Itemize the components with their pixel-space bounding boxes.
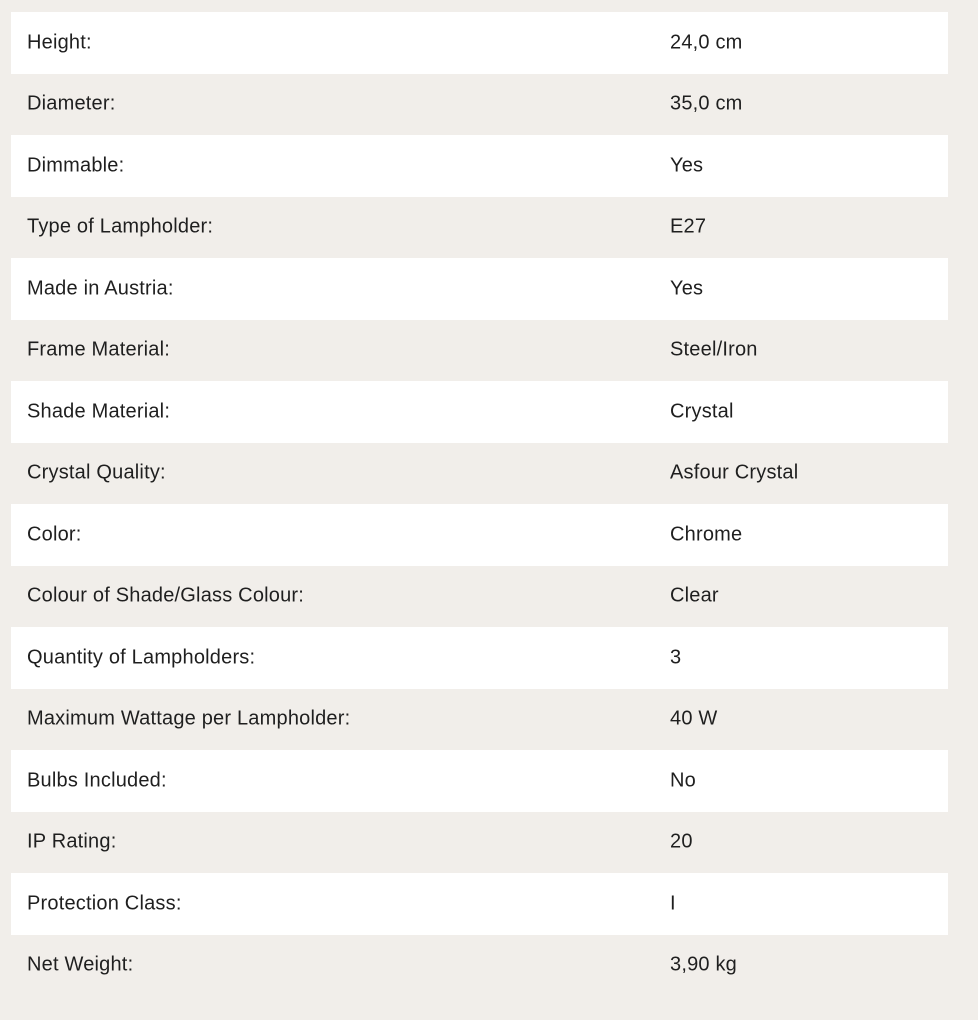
spec-row-frame-material bbox=[11, 320, 948, 382]
spec-row-color bbox=[11, 504, 948, 566]
spec-row-diameter bbox=[11, 74, 948, 136]
spec-label: Protection Class: bbox=[27, 892, 182, 915]
spec-value: Clear bbox=[670, 584, 719, 607]
spec-value: I bbox=[670, 892, 676, 915]
spec-label: Colour of Shade/Glass Colour: bbox=[27, 584, 305, 607]
spec-row-max-wattage bbox=[11, 689, 948, 751]
spec-row-net-weight bbox=[11, 935, 948, 997]
spec-label: Shade Material: bbox=[27, 400, 171, 423]
spec-row-protection-class bbox=[11, 873, 948, 935]
spec-value: 40 W bbox=[670, 707, 718, 730]
spec-label: Crystal Quality: bbox=[27, 461, 166, 484]
spec-label: Type of Lampholder: bbox=[27, 215, 214, 238]
spec-value: 20 bbox=[670, 830, 693, 853]
spec-value: Yes bbox=[670, 277, 704, 300]
spec-value: Chrome bbox=[670, 523, 743, 546]
spec-value: E27 bbox=[670, 215, 707, 238]
spec-label: Bulbs Included: bbox=[27, 769, 167, 792]
spec-value: 3,90 kg bbox=[670, 953, 738, 976]
spec-label: Quantity of Lampholders: bbox=[27, 646, 256, 669]
spec-row-shade-colour bbox=[11, 566, 948, 628]
spec-row-made-in-austria bbox=[11, 258, 948, 320]
spec-label: Made in Austria: bbox=[27, 277, 174, 300]
spec-row-dimmable bbox=[11, 135, 948, 197]
spec-row-lampholder-quantity bbox=[11, 627, 948, 689]
spec-row-height bbox=[11, 12, 948, 74]
spec-label: Diameter: bbox=[27, 92, 116, 115]
spec-label: Height: bbox=[27, 31, 92, 54]
spec-value: 35,0 cm bbox=[670, 92, 743, 115]
spec-value: Crystal bbox=[670, 400, 734, 423]
spec-row-ip-rating bbox=[11, 812, 948, 874]
spec-label: IP Rating: bbox=[27, 830, 117, 853]
spec-row-shade-material bbox=[11, 381, 948, 443]
spec-value: Yes bbox=[670, 154, 704, 177]
spec-label: Dimmable: bbox=[27, 154, 125, 177]
spec-label: Color: bbox=[27, 523, 82, 546]
spec-value: Steel/Iron bbox=[670, 338, 758, 361]
spec-row-bulbs-included bbox=[11, 750, 948, 812]
spec-value: No bbox=[670, 769, 696, 792]
spec-value: 24,0 cm bbox=[670, 31, 743, 54]
spec-label: Frame Material: bbox=[27, 338, 171, 361]
spec-row-crystal-quality bbox=[11, 443, 948, 505]
spec-label: Net Weight: bbox=[27, 953, 134, 976]
spec-value: 3 bbox=[670, 646, 682, 669]
spec-label: Maximum Wattage per Lampholder: bbox=[27, 707, 351, 730]
spec-value: Asfour Crystal bbox=[670, 461, 799, 484]
specifications-table bbox=[11, 12, 948, 996]
spec-row-lampholder-type bbox=[11, 197, 948, 259]
